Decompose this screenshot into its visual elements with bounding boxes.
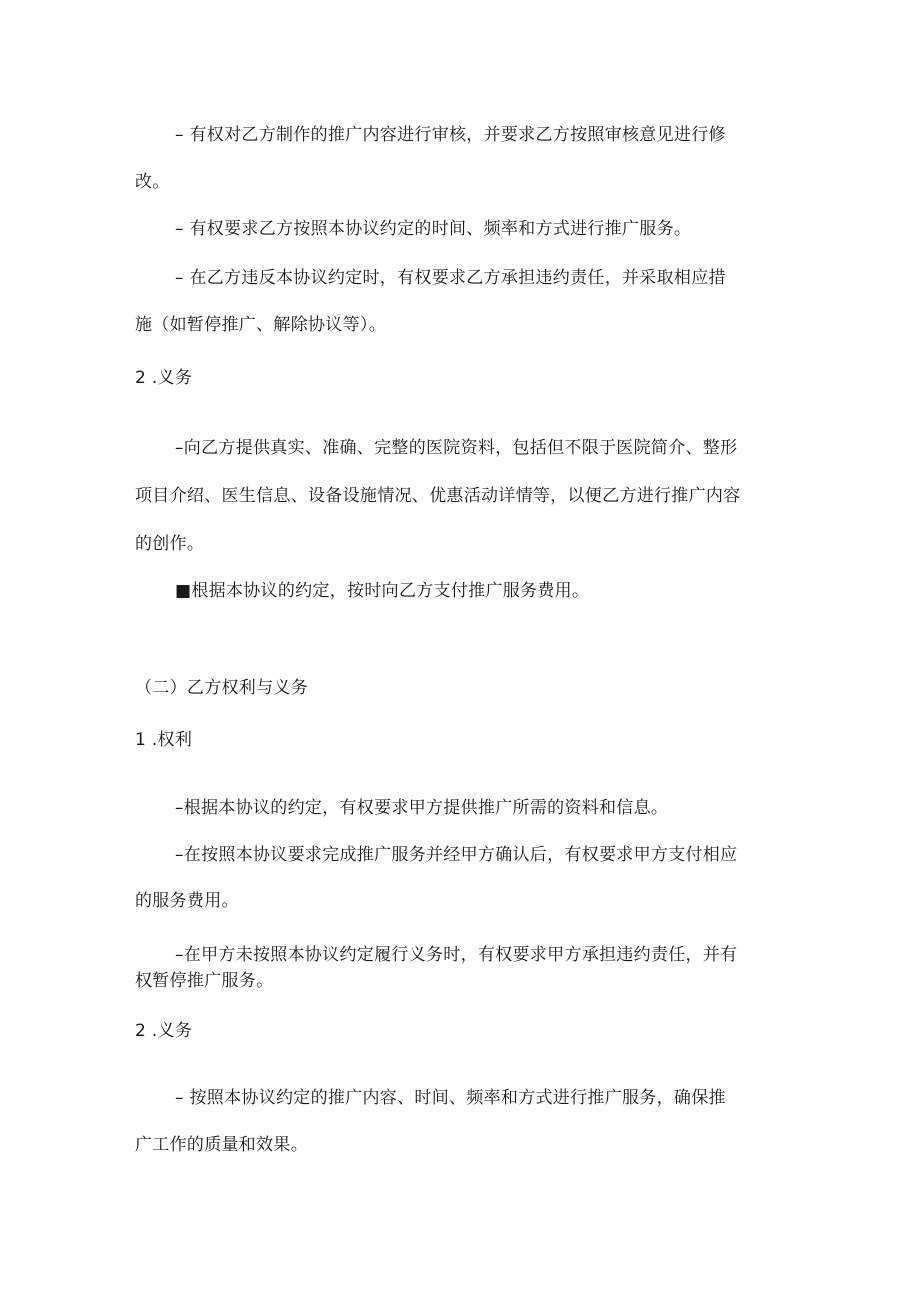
party-a-obligation-1-line-1: –向乙方提供真实、准确、完整的医院资料，包括但不限于医院简介、整形 [175, 438, 738, 458]
party-a-right-2: – 有权要求乙方按照本协议约定的时间、频率和方式进行推广服务。 [175, 219, 692, 239]
party-b-obligation-1-line-1: – 按照本协议约定的推广内容、时间、频率和方式进行推广服务，确保推 [175, 1088, 726, 1108]
party-a-right-1-line-2: 改。 [135, 172, 170, 192]
party-a-obligation-1-line-3: 的创作。 [135, 534, 205, 554]
party-b-rights-heading: 1 .权利 [135, 730, 193, 750]
party-b-right-2-line-2: 的服务费用。 [135, 891, 239, 911]
party-a-obligations-heading: 2 .义务 [135, 368, 193, 388]
party-a-obligation-2: ■根据本协议的约定，按时向乙方支付推广服务费用。 [175, 581, 590, 601]
party-a-obligation-1-line-2: 项目介绍、医生信息、设备设施情况、优惠活动详情等，以便乙方进行推广内容 [135, 486, 741, 506]
party-b-right-3-line-1: –在甲方未按照本协议约定履行义务时，有权要求甲方承担违约责任，并有 [175, 945, 738, 965]
party-b-obligations-heading: 2 .义务 [135, 1021, 193, 1041]
party-b-right-2-line-1: –在按照本协议要求完成推广服务并经甲方确认后，有权要求甲方支付相应 [175, 845, 738, 865]
party-b-section-title: （二）乙方权利与义务 [135, 678, 308, 698]
party-b-right-1: –根据本协议的约定，有权要求甲方提供推广所需的资料和信息。 [175, 798, 669, 818]
party-a-right-3-line-1: – 在乙方违反本协议约定时，有权要求乙方承担违约责任，并采取相应措 [175, 268, 726, 288]
party-b-right-3-line-2: 权暂停推广服务。 [135, 971, 274, 991]
party-a-right-1-line-1: – 有权对乙方制作的推广内容进行审核，并要求乙方按照审核意见进行修 [175, 125, 726, 145]
party-a-right-3-line-2: 施（如暂停推广、解除协议等）。 [135, 315, 386, 335]
party-b-obligation-1-line-2: 广工作的质量和效果。 [135, 1135, 308, 1155]
